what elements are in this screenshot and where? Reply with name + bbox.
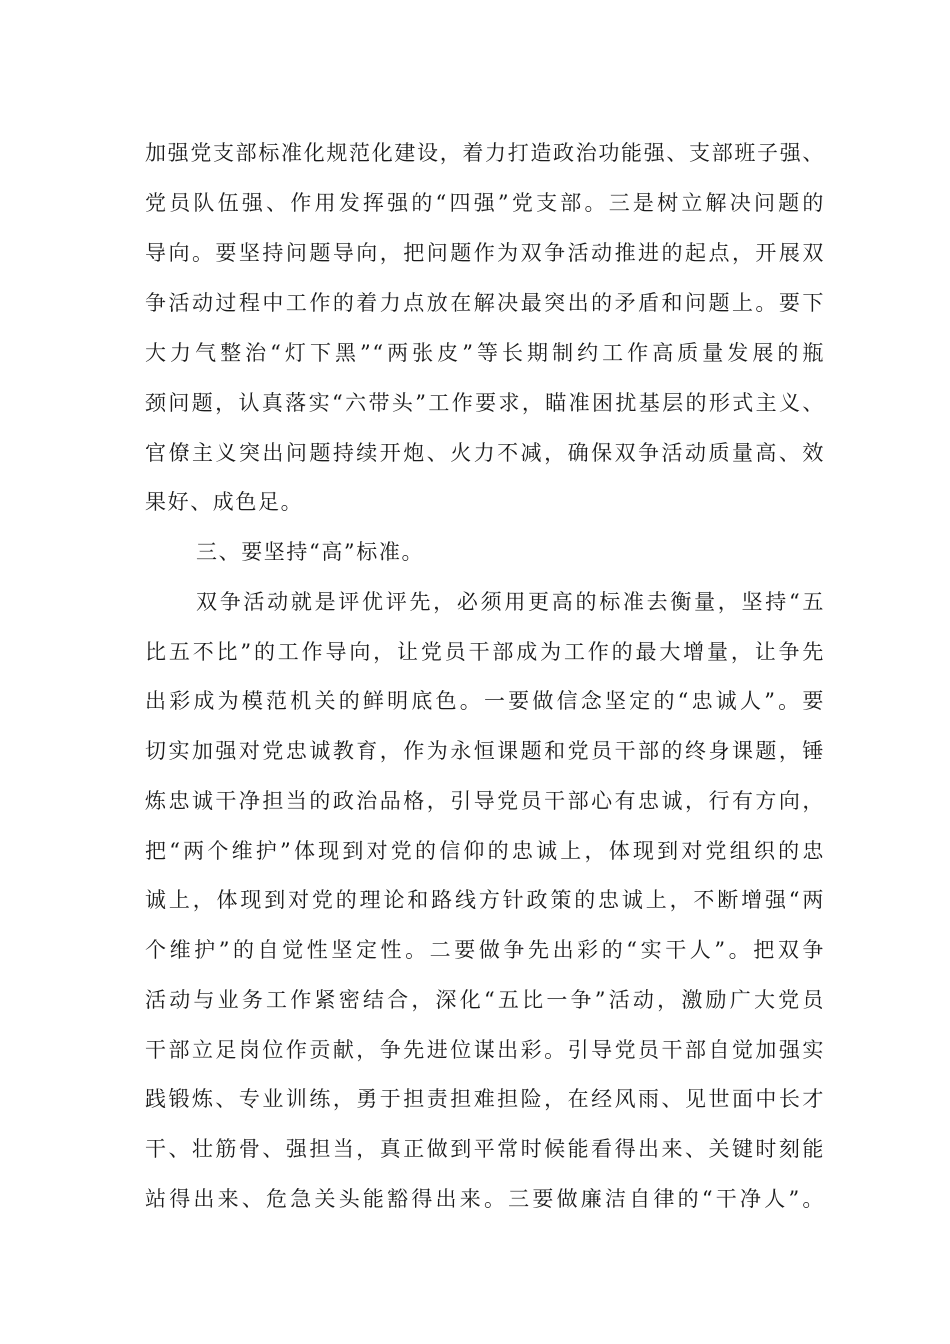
body-text-line: 颈问题，认真落实“六带头”工作要求，瞄准困扰基层的形式主义、 (145, 391, 825, 415)
body-text-line: 导向。要坚持问题导向，把问题作为双争活动推进的起点，开展双 (145, 241, 825, 265)
body-text-line: 践锻炼、专业训练，勇于担责担难担险，在经风雨、见世面中长才 (145, 1087, 825, 1111)
body-text-line: 官僚主义突出问题持续开炮、火力不减，确保双争活动质量高、效 (145, 441, 825, 465)
body-text-line: 争活动过程中工作的着力点放在解决最突出的矛盾和问题上。要下 (145, 291, 825, 315)
section-heading: 三、要坚持“高”标准。 (196, 540, 425, 564)
body-text-line: 加强党支部标准化规范化建设，着力打造政治功能强、支部班子强、 (145, 141, 825, 165)
body-text-line: 炼忠诚干净担当的政治品格，引导党员干部心有忠诚，行有方向， (145, 789, 825, 813)
paragraph-first-line: 双争活动就是评优评先，必须用更高的标准去衡量，坚持“五 (196, 590, 825, 614)
body-text-line: 干部立足岗位作贡献，争先进位谋出彩。引导党员干部自觉加强实 (145, 1038, 825, 1062)
body-text-line: 果好、成色足。 (145, 490, 304, 514)
body-text-line: 诚上，体现到对党的理论和路线方针政策的忠诚上，不断增强“两 (145, 888, 825, 912)
body-text-line: 站得出来、危急关头能豁得出来。三要做廉洁自律的“干净人”。 (145, 1187, 825, 1211)
body-text-line: 活动与业务工作紧密结合，深化“五比一争”活动，激励广大党员 (145, 988, 825, 1012)
body-text-line: 干、壮筋骨、强担当，真正做到平常时候能看得出来、关键时刻能 (145, 1137, 825, 1161)
body-text-line: 切实加强对党忠诚教育，作为永恒课题和党员干部的终身课题，锤 (145, 739, 825, 763)
body-text-line: 个维护”的自觉性坚定性。二要做争先出彩的“实干人”。把双争 (145, 938, 825, 962)
body-text-line: 比五不比”的工作导向，让党员干部成为工作的最大增量，让争先 (145, 640, 825, 664)
body-text-line: 出彩成为模范机关的鲜明底色。一要做信念坚定的“忠诚人”。要 (145, 689, 825, 713)
body-text-line: 大力气整治“灯下黑”“两张皮”等长期制约工作高质量发展的瓶 (145, 341, 825, 365)
body-text-line: 党员队伍强、作用发挥强的“四强”党支部。三是树立解决问题的 (145, 191, 825, 215)
body-text-line: 把“两个维护”体现到对党的信仰的忠诚上，体现到对党组织的忠 (145, 839, 825, 863)
